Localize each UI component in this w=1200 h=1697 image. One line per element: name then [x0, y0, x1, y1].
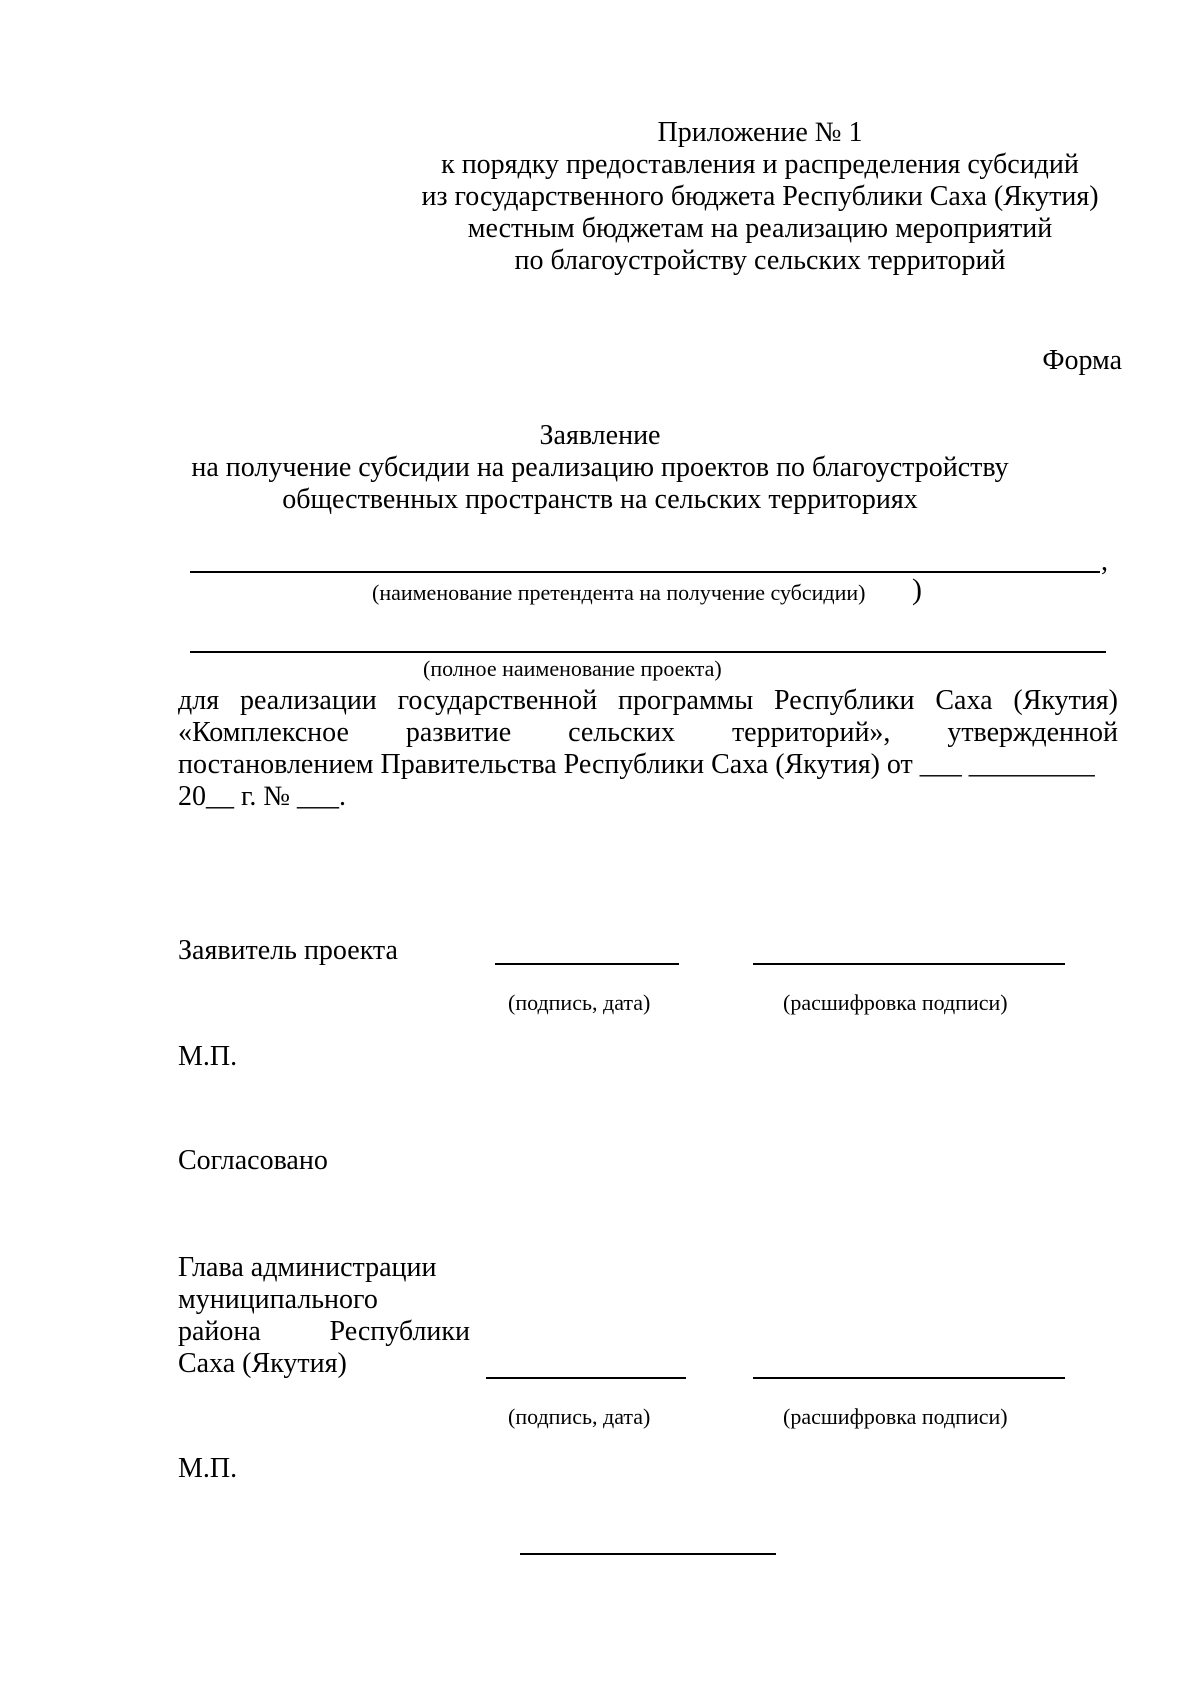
applicant-name-field[interactable]	[190, 571, 1100, 573]
applicant-signer-label: Заявитель проекта	[178, 935, 398, 966]
title-line-3: общественных пространств на сельских территориях	[282, 484, 918, 515]
body-line-2: «Комплексное развитие сельских территорий», утвержденной	[178, 717, 1119, 748]
appendix-line-2: к порядку предоставления и распределения субсидий	[441, 149, 1079, 180]
applicant-signature-field[interactable]	[495, 963, 679, 965]
head-label-line-3: района Республики	[178, 1316, 470, 1347]
applicant-caption: (наименование претендента на получение субсидии)	[372, 580, 866, 605]
project-caption: (полное наименование проекта)	[423, 656, 722, 681]
applicant-caption-paren: )	[912, 573, 922, 606]
body-line-4: 20__ г. № ___.	[178, 781, 347, 812]
head-signature-caption: (подпись, дата)	[508, 1404, 651, 1429]
applicant-signature-caption: (подпись, дата)	[508, 990, 651, 1015]
title-line-1: Заявление	[539, 420, 661, 451]
appendix-number: Приложение № 1	[657, 117, 863, 148]
closing-divider	[520, 1553, 776, 1555]
applicant-signature-decode-field[interactable]	[753, 963, 1065, 965]
project-name-field[interactable]	[190, 651, 1106, 653]
approved-label: Согласовано	[178, 1145, 328, 1176]
appendix-line-5: по благоустройству сельских территорий	[514, 245, 1006, 276]
appendix-line-3: из государственного бюджета Республики Саха (Якутия)	[421, 181, 1099, 212]
head-label-line-1: Глава администрации	[178, 1252, 437, 1283]
appendix-line-4: местным бюджетам на реализацию мероприятий	[467, 213, 1053, 244]
head-signature-field[interactable]	[486, 1377, 686, 1379]
body-line-3: постановлением Правительства Республики Саха (Якутия) от ___ _________	[178, 749, 1095, 780]
document-title	[150, 420, 1050, 516]
body-line-1: для реализации государственной программы Республики Саха (Якутия)	[178, 685, 1119, 716]
stamp-place-2: М.П.	[178, 1453, 238, 1484]
stamp-place-1: М.П.	[178, 1041, 238, 1072]
appendix-header	[380, 117, 1140, 277]
head-decode-caption: (расшифровка подписи)	[783, 1404, 1008, 1429]
head-label-line-4: Саха (Якутия)	[178, 1348, 347, 1379]
title-line-2: на получение субсидии на реализацию проектов по благоустройству	[191, 452, 1009, 483]
head-signature-decode-field[interactable]	[753, 1377, 1065, 1379]
form-label: Форма	[1042, 345, 1122, 376]
applicant-comma: ,	[1101, 546, 1108, 577]
applicant-decode-caption: (расшифровка подписи)	[783, 990, 1008, 1015]
head-label-line-2: муниципального	[178, 1284, 378, 1315]
